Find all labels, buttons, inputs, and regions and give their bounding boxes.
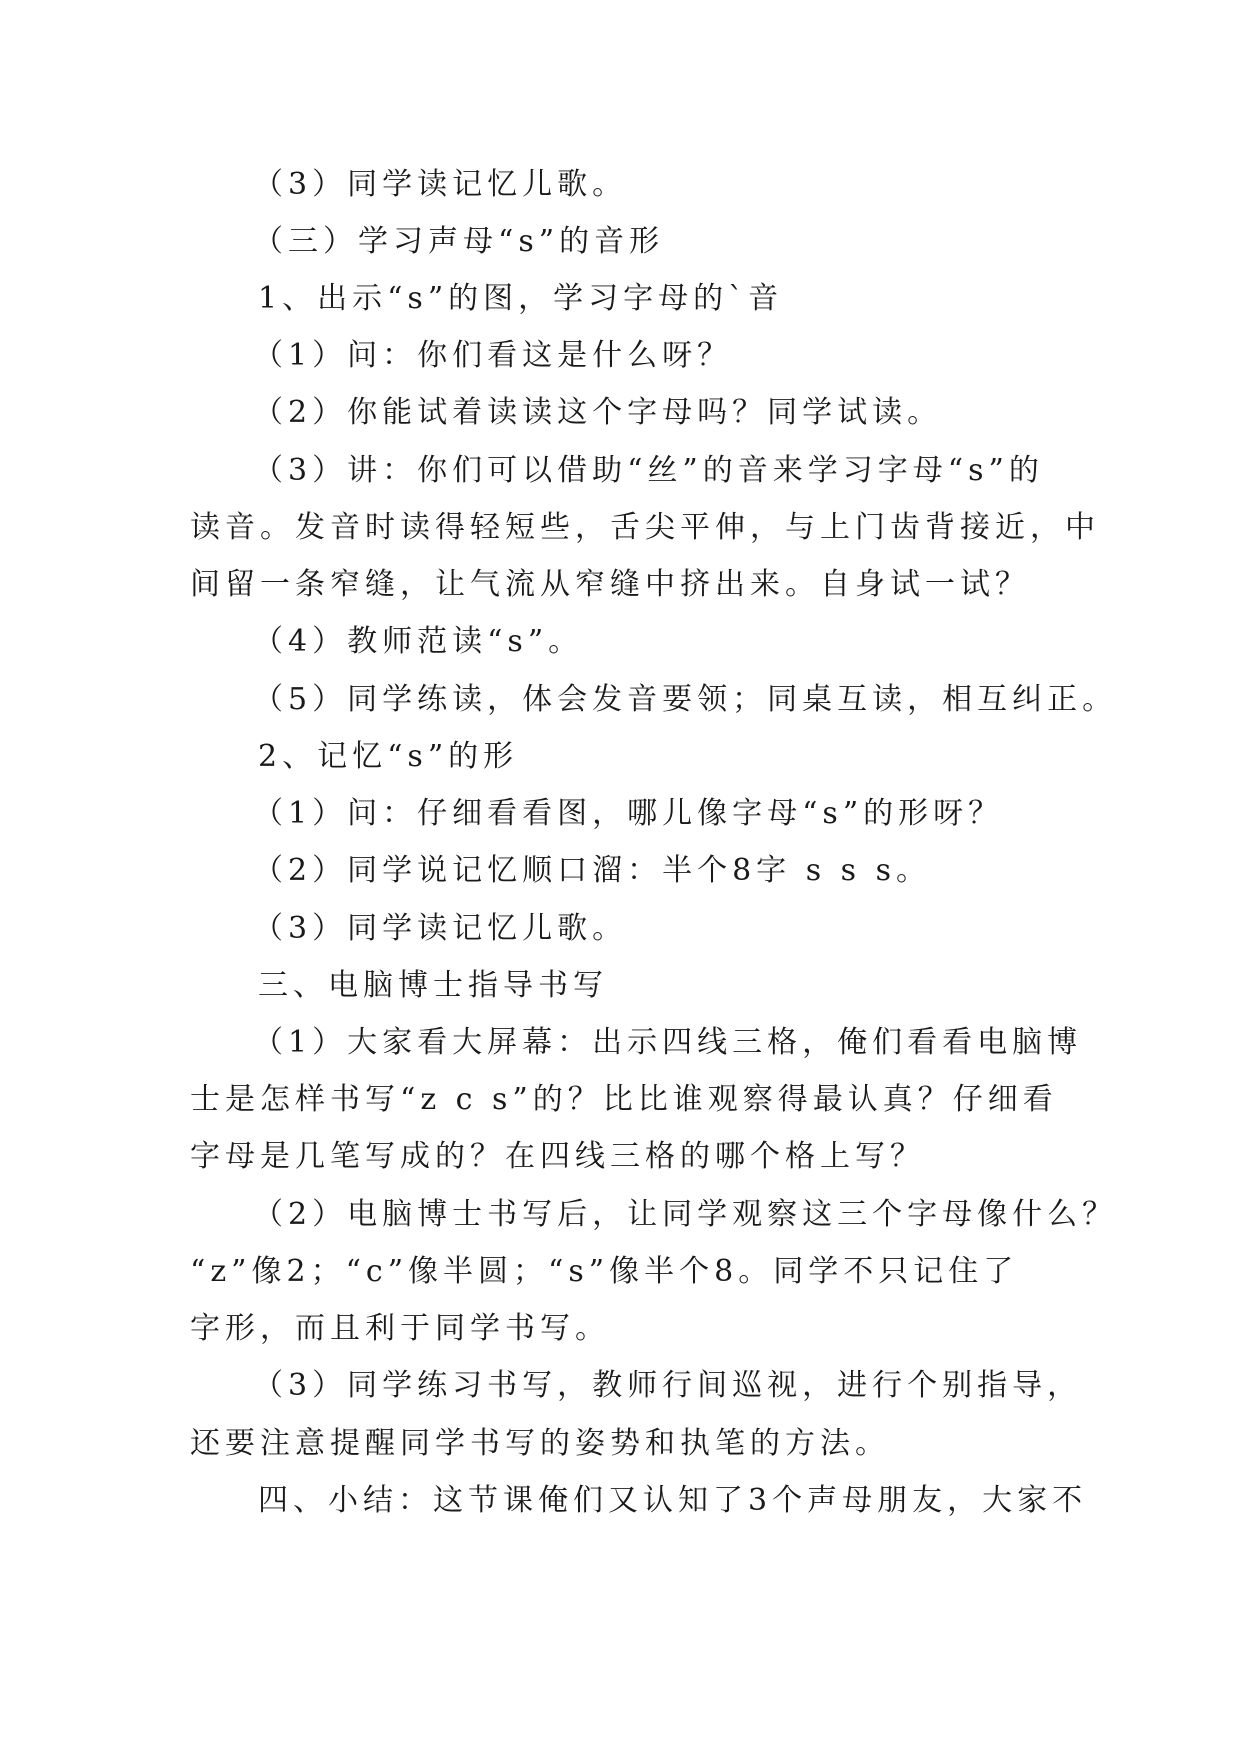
text-line: 字母是几笔写成的？在四线三格的哪个格上写？ — [190, 1139, 925, 1174]
text-line: 士是怎样书写“z c s”的？比比谁观察得最认真？仔细看 — [190, 1082, 1058, 1117]
text-line: 字形，而且利于同学书写。 — [190, 1311, 610, 1346]
text-line: （2）电脑博士书写后，让同学观察这三个字母像什么？ — [253, 1197, 1118, 1232]
text-line: （2）你能试着读读这个字母吗？同学试读。 — [253, 395, 943, 430]
text-line: “z”像2；“c”像半圆；“s”像半个8。同学不只记住了 — [190, 1254, 1019, 1289]
text-line: （3）同学读记忆儿歌。 — [253, 911, 628, 946]
subsection-heading: 2、记忆“s”的形 — [258, 739, 519, 774]
text-line: （5）同学练读，体会发音要领；同桌互读，相互纠正。 — [253, 682, 1118, 717]
section-heading: 四、小结：这节课俺们又认知了3个声母朋友，大家不 — [258, 1483, 1088, 1518]
text-line: （3）讲：你们可以借助“丝”的音来学习字母“s”的 — [253, 453, 1044, 488]
subsection-heading: 1、出示“s”的图，学习字母的`音 — [258, 281, 784, 316]
text-line: （1）问：仔细看看图，哪儿像字母“s”的形呀？ — [253, 796, 1004, 831]
text-line: （1）问：你们看这是什么呀？ — [253, 338, 733, 373]
text-line: （3）同学读记忆儿歌。 — [253, 167, 628, 202]
text-line: （3）同学练习书写，教师行间巡视，进行个别指导， — [253, 1368, 1083, 1403]
text-line: 读音。发音时读得轻短些，舌尖平伸，与上门齿背接近，中 — [190, 510, 1100, 545]
section-heading: （三）学习声母“s”的音形 — [253, 224, 665, 259]
section-heading: 三、电脑博士指导书写 — [258, 968, 608, 1003]
text-line: （2）同学说记忆顺口溜：半个8字 s s s。 — [253, 853, 931, 888]
text-line: （1）大家看大屏幕：出示四线三格，俺们看看电脑博 — [253, 1025, 1083, 1060]
text-line: 还要注意提醒同学书写的姿势和执笔的方法。 — [190, 1426, 890, 1461]
text-line: 间留一条窄缝，让气流从窄缝中挤出来。自身试一试？ — [190, 567, 1030, 602]
text-line: （4）教师范读“s”。 — [253, 624, 584, 659]
